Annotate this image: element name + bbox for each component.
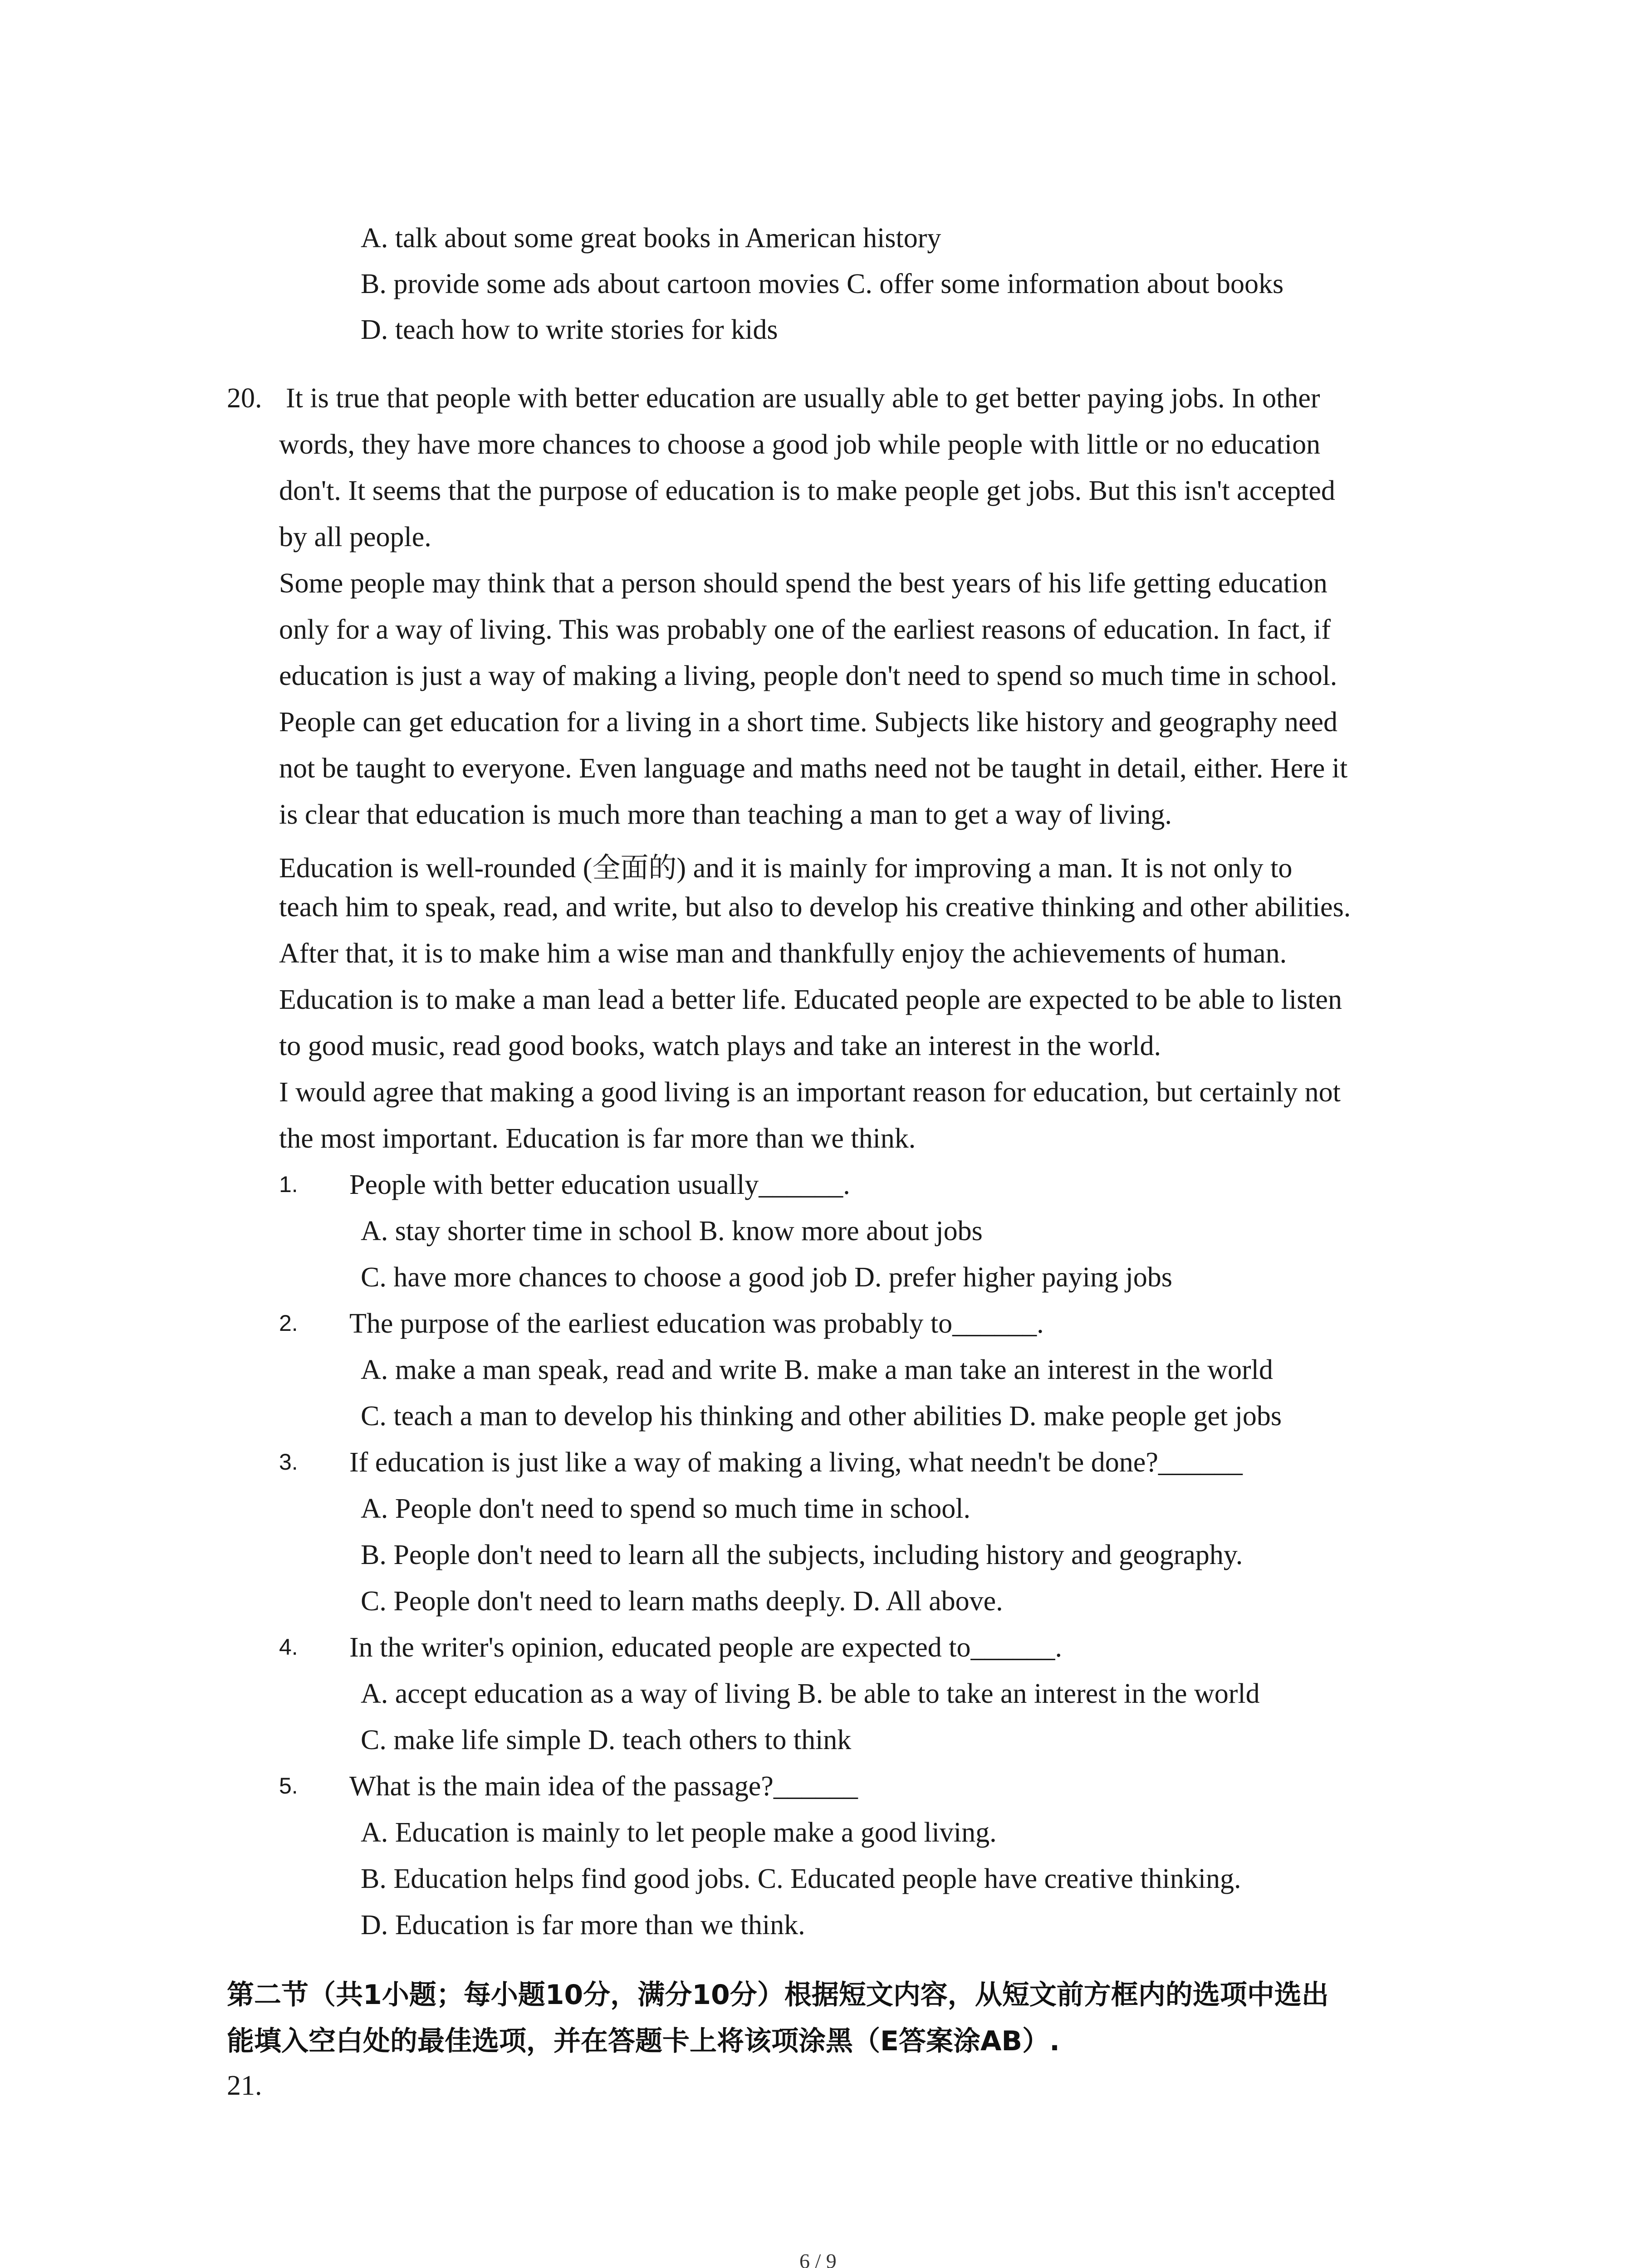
subq-stem: People with better education usually______.	[349, 1169, 850, 1200]
passage-line: Education is to make a man lead a better life. Educated people are expected to be able to listen	[279, 984, 1342, 1015]
passage-line: education is just a way of making a living, people don't need to spend so much time in school.	[279, 660, 1337, 691]
subq-option: C. teach a man to develop his thinking and other abilities D. make people get jobs	[361, 1401, 1282, 1432]
passage-line: the most important. Education is far more than we think.	[279, 1123, 916, 1154]
subq-option: A. People don't need to spend so much time in school.	[361, 1493, 970, 1524]
subq-option: A. make a man speak, read and write B. make a man take an interest in the world	[361, 1354, 1273, 1385]
passage-line: After that, it is to make him a wise man and thankfully enjoy the achievements of human.	[279, 938, 1287, 969]
passage-line: teach him to speak, read, and write, but also to develop his creative thinking and other abilities.	[279, 892, 1351, 923]
section2-heading-line1: 第二节（共1小题；每小题10分，满分10分）根据短文内容，从短文前方框内的选项中选出	[227, 1979, 1329, 2011]
subq-stem: In the writer's opinion, educated people are expected to______.	[349, 1632, 1062, 1663]
subq-option: A. Education is mainly to let people make a good living.	[361, 1817, 997, 1848]
subq-option: B. People don't need to learn all the subjects, including history and geography.	[361, 1540, 1243, 1570]
passage-line: is clear that education is much more than teaching a man to get a way of living.	[279, 799, 1172, 830]
subq-stem: The purpose of the earliest education was probably to______.	[349, 1308, 1044, 1339]
subq-option: C. make life simple D. teach others to think	[361, 1725, 852, 1755]
passage-line: It is true that people with better education are usually able to get better paying jobs. In other	[286, 383, 1320, 414]
q20-number: 20.	[227, 383, 262, 414]
passage-line: words, they have more chances to choose a good job while people with little or no education	[279, 429, 1321, 460]
passage-line: Education is well-rounded (全面的) and it is mainly for improving a man. It is not only to	[279, 853, 1293, 884]
subq-option: C. People don't need to learn maths deeply. D. All above.	[361, 1586, 1003, 1617]
subq-number: 3.	[279, 1449, 298, 1475]
subq-option: C. have more chances to choose a good job D. prefer higher paying jobs	[361, 1262, 1172, 1293]
q19-option-d: D. teach how to write stories for kids	[361, 314, 778, 345]
passage-line: to good music, read good books, watch plays and take an interest in the world.	[279, 1031, 1161, 1061]
subq-option: B. Education helps find good jobs. C. Educated people have creative thinking.	[361, 1863, 1241, 1894]
subq-number: 4.	[279, 1634, 298, 1660]
subq-option: A. accept education as a way of living B. be able to take an interest in the world	[361, 1678, 1260, 1709]
subq-number: 1.	[279, 1172, 298, 1197]
subq-number: 2.	[279, 1310, 298, 1336]
q21-number: 21.	[227, 2070, 262, 2101]
passage-line: by all people.	[279, 522, 431, 552]
passage-line: Some people may think that a person should spend the best years of his life getting education	[279, 568, 1327, 599]
passage-line: I would agree that making a good living is an important reason for education, but certainly not	[279, 1077, 1341, 1108]
passage-line: don't. It seems that the purpose of education is to make people get jobs. But this isn't accepted	[279, 475, 1335, 506]
subq-option: A. stay shorter time in school B. know more about jobs	[361, 1216, 983, 1246]
subq-option: D. Education is far more than we think.	[361, 1910, 805, 1941]
passage-line: only for a way of living. This was probably one of the earliest reasons of education. In fact, if	[279, 614, 1331, 645]
section2-heading-line2: 能填入空白处的最佳选项，并在答题卡上将该项涂黑（E答案涂AB）.	[227, 2025, 1060, 2057]
subq-stem: What is the main idea of the passage?______	[349, 1771, 858, 1802]
passage-line: not be taught to everyone. Even language and maths need not be taught in detail, either. Here it	[279, 753, 1348, 784]
passage-line: People can get education for a living in a short time. Subjects like history and geography need	[279, 707, 1337, 738]
page-number: 6 / 9	[799, 2249, 837, 2268]
subq-number: 5.	[279, 1773, 298, 1799]
subq-stem: If education is just like a way of making a living, what needn't be done?______	[349, 1447, 1243, 1478]
q19-option-a: A. talk about some great books in American history	[361, 223, 941, 254]
q19-option-bc: B. provide some ads about cartoon movies C. offer some information about books	[361, 269, 1284, 299]
